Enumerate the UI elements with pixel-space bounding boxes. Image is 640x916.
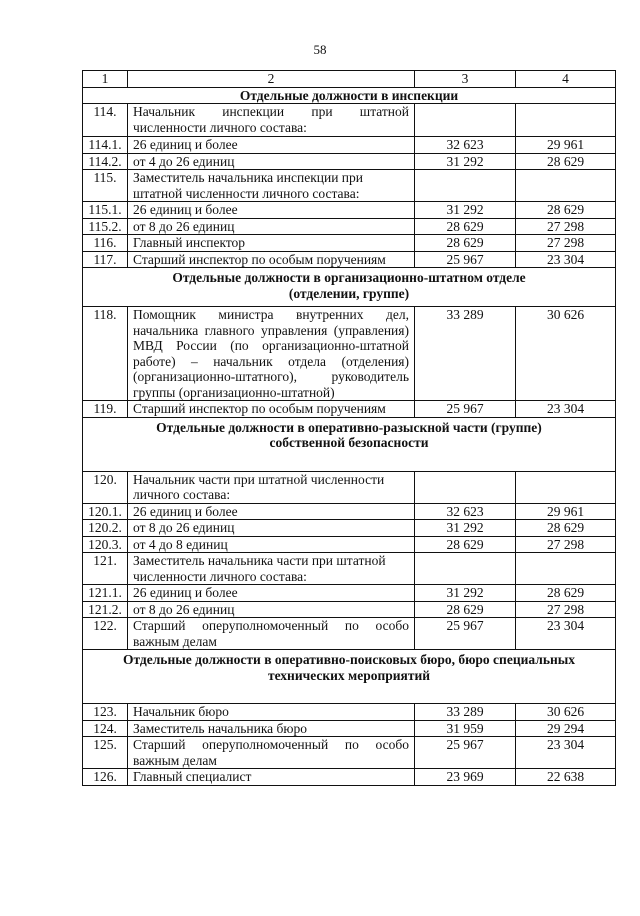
row-value-col4 (516, 170, 616, 202)
row-number: 118. (83, 307, 128, 401)
row-value-col3: 28 629 (415, 218, 516, 235)
table-row (83, 737, 616, 769)
row-value-col3: 33 289 (415, 704, 516, 721)
row-value-col4 (516, 553, 616, 585)
row-number: 116. (83, 235, 128, 252)
row-value-col3: 31 292 (415, 585, 516, 602)
row-text: от 8 до 26 единиц (128, 520, 415, 537)
table-row (83, 601, 616, 618)
row-value-col3: 31 292 (415, 202, 516, 219)
table-row (83, 202, 616, 219)
column-header-3: 3 (415, 71, 516, 88)
row-number: 115.2. (83, 218, 128, 235)
column-number-row (83, 71, 616, 88)
row-text: Помощник министра внутренних дел, начальника главного управления (управления) МВД России (по организационно-штатной работе) – начальник отдела (отделения) (организационно-штатного), руководитель группы (организационно-штатной) (128, 307, 415, 401)
row-value-col4: 28 629 (516, 153, 616, 170)
section-title: Отдельные должности в оперативно-поисковых бюро, бюро специальных технических мероприятий (83, 650, 616, 704)
table-row (83, 104, 616, 137)
row-value-col3: 31 292 (415, 520, 516, 537)
row-number: 117. (83, 251, 128, 268)
table-row (83, 218, 616, 235)
row-value-col4: 28 629 (516, 585, 616, 602)
row-number: 124. (83, 720, 128, 737)
table-row (83, 251, 616, 268)
row-text: 26 единиц и более (128, 585, 415, 602)
row-value-col3: 25 967 (415, 737, 516, 769)
row-value-col3: 28 629 (415, 235, 516, 252)
table-row (83, 553, 616, 585)
table-row (83, 720, 616, 737)
row-value-col4: 27 298 (516, 536, 616, 553)
row-value-col4: 28 629 (516, 202, 616, 219)
row-value-col4: 29 294 (516, 720, 616, 737)
row-value-col3 (415, 104, 516, 137)
row-text: Заместитель начальника инспекции при штатной численности личного состава: (128, 170, 415, 202)
row-value-col3: 25 967 (415, 251, 516, 268)
section-title: Отдельные должности в инспекции (83, 87, 616, 104)
row-number: 115. (83, 170, 128, 202)
row-number: 125. (83, 737, 128, 769)
column-header-1: 1 (83, 71, 128, 88)
row-text: 26 единиц и более (128, 137, 415, 154)
row-value-col3: 31 959 (415, 720, 516, 737)
row-value-col3: 25 967 (415, 401, 516, 418)
row-text: Старший инспектор по особым поручениям (128, 401, 415, 418)
row-text: Главный инспектор (128, 235, 415, 252)
row-value-col4: 23 304 (516, 401, 616, 418)
table-row (83, 137, 616, 154)
row-value-col3 (415, 471, 516, 503)
row-value-col4: 29 961 (516, 137, 616, 154)
table-row (83, 153, 616, 170)
row-text: Заместитель начальника части при штатной численности личного состава: (128, 553, 415, 585)
row-value-col4 (516, 104, 616, 137)
row-number: 122. (83, 618, 128, 650)
row-text: от 8 до 26 единиц (128, 601, 415, 618)
section-title: Отдельные должности в оперативно-разыскной части (группе) собственной безопасности (83, 417, 616, 471)
row-number: 126. (83, 769, 128, 786)
row-number: 119. (83, 401, 128, 418)
column-header-2: 2 (128, 71, 415, 88)
row-text: Старший инспектор по особым поручениям (128, 251, 415, 268)
row-value-col3: 28 629 (415, 601, 516, 618)
row-value-col4: 27 298 (516, 235, 616, 252)
row-value-col3 (415, 553, 516, 585)
row-value-col4: 28 629 (516, 520, 616, 537)
table-row (83, 401, 616, 418)
row-text: Начальник бюро (128, 704, 415, 721)
row-text: 26 единиц и более (128, 202, 415, 219)
row-number: 114.1. (83, 137, 128, 154)
column-header-4: 4 (516, 71, 616, 88)
row-text: Начальник части при штатной численности личного состава: (128, 471, 415, 503)
table-row (83, 503, 616, 520)
salary-table (82, 70, 616, 786)
row-text: от 4 до 26 единиц (128, 153, 415, 170)
table-row (83, 170, 616, 202)
row-number: 114. (83, 104, 128, 137)
table-row (83, 536, 616, 553)
row-value-col3: 28 629 (415, 536, 516, 553)
row-number: 120.2. (83, 520, 128, 537)
row-value-col3 (415, 170, 516, 202)
row-number: 120.1. (83, 503, 128, 520)
table-row (83, 235, 616, 252)
row-text: Главный специалист (128, 769, 415, 786)
row-number: 123. (83, 704, 128, 721)
row-value-col4: 27 298 (516, 218, 616, 235)
row-value-col3: 25 967 (415, 618, 516, 650)
row-number: 115.1. (83, 202, 128, 219)
page-number: 58 (313, 42, 327, 57)
row-number: 121.2. (83, 601, 128, 618)
table-row (83, 520, 616, 537)
row-text: Старший оперуполномоченный по особо важным делам (128, 618, 415, 650)
row-text: от 4 до 8 единиц (128, 536, 415, 553)
row-value-col3: 32 623 (415, 503, 516, 520)
row-value-col3: 32 623 (415, 137, 516, 154)
table-row (83, 704, 616, 721)
row-value-col4: 23 304 (516, 618, 616, 650)
table-row (83, 618, 616, 650)
section-header-row (83, 268, 616, 307)
row-text: Заместитель начальника бюро (128, 720, 415, 737)
table-row (83, 585, 616, 602)
row-number: 120.3. (83, 536, 128, 553)
section-header-row (83, 417, 616, 471)
row-value-col4: 30 626 (516, 704, 616, 721)
table-row (83, 471, 616, 503)
row-value-col4: 23 304 (516, 251, 616, 268)
row-number: 114.2. (83, 153, 128, 170)
row-value-col4: 29 961 (516, 503, 616, 520)
row-text: Начальник инспекции при штатной численности личного состава: (128, 104, 415, 137)
row-text: 26 единиц и более (128, 503, 415, 520)
row-text: от 8 до 26 единиц (128, 218, 415, 235)
row-value-col4: 30 626 (516, 307, 616, 401)
row-number: 120. (83, 471, 128, 503)
section-header-row (83, 87, 616, 104)
section-title: Отдельные должности в организационно-штатном отделе (отделении, группе) (83, 268, 616, 307)
row-value-col3: 23 969 (415, 769, 516, 786)
table-row (83, 769, 616, 786)
row-value-col3: 31 292 (415, 153, 516, 170)
row-text: Старший оперуполномоченный по особо важным делам (128, 737, 415, 769)
row-value-col4: 27 298 (516, 601, 616, 618)
row-value-col4 (516, 471, 616, 503)
table-row (83, 307, 616, 401)
row-number: 121. (83, 553, 128, 585)
row-value-col3: 33 289 (415, 307, 516, 401)
row-value-col4: 22 638 (516, 769, 616, 786)
section-header-row (83, 650, 616, 704)
row-value-col4: 23 304 (516, 737, 616, 769)
row-number: 121.1. (83, 585, 128, 602)
